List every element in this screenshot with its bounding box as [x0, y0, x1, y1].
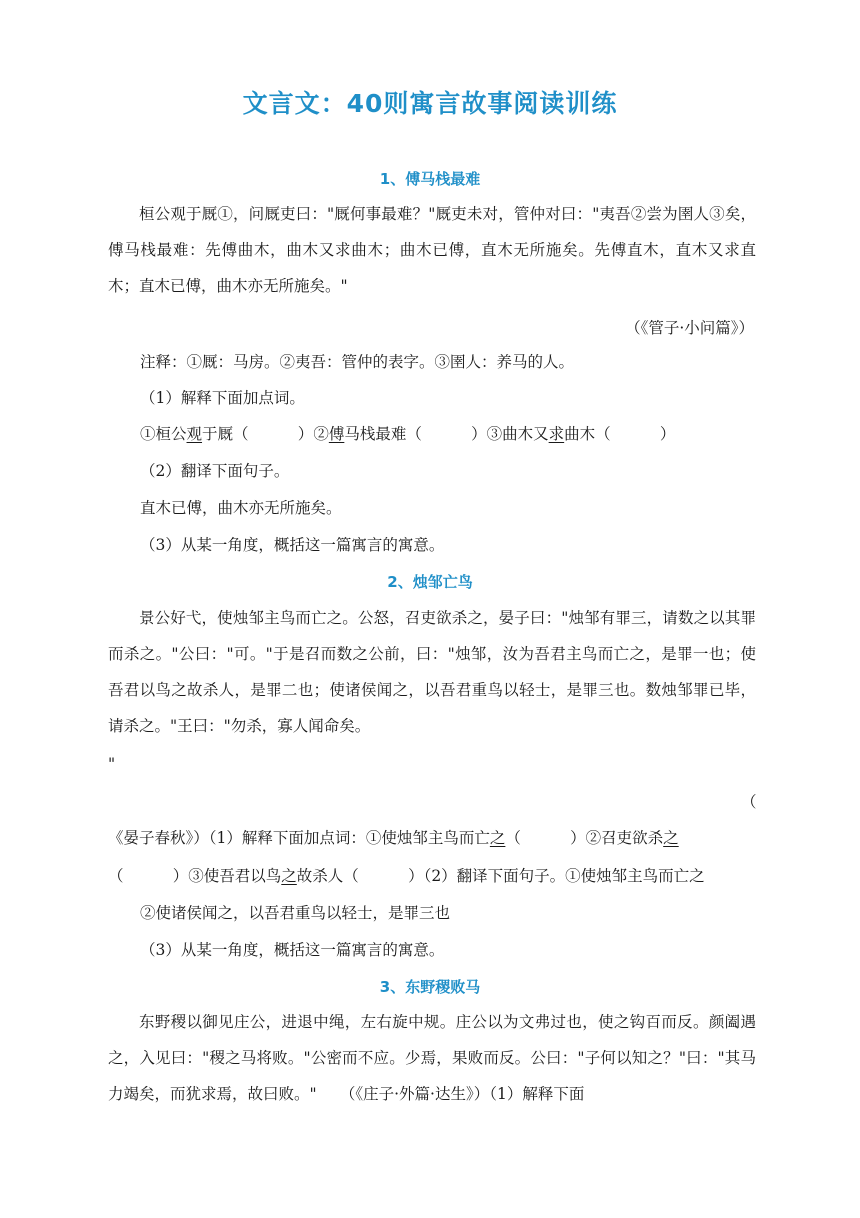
section-1-heading: 1、傅马栈最难 — [379, 170, 481, 188]
section-2-question-line-c: ②使诸侯闻之，以吾君重鸟以轻士，是罪三也 — [140, 904, 451, 922]
section-1-question-1: （1）解释下面加点词。 — [140, 389, 305, 407]
section-3-heading: 3、东野稷败马 — [379, 978, 481, 996]
item-a-suffix: 于厩（ ） — [202, 425, 314, 443]
section-2-open-paren: （ — [741, 793, 757, 811]
section-1-question-3: （3）从某一角度，概括这一篇寓言的寓意。 — [140, 536, 445, 554]
line-b-suffix: 故杀人（ ）（2）翻译下面句子。①使烛邹主鸟而亡之 — [296, 867, 705, 885]
line-b-dotted-word: 之 — [281, 867, 297, 885]
section-1-notes: 注释：①厩：马房。②夷吾：管仲的表字。③圉人：养马的人。 — [140, 353, 575, 371]
line-a-text: 《晏子春秋》）（1）解释下面加点词：①使烛邹主鸟而亡 — [108, 829, 490, 847]
document-title: 文言文：40则寓言故事阅读训练 — [242, 89, 618, 118]
line-a-dotted-word-1: 之 — [489, 829, 506, 847]
section-2-question-3: （3）从某一角度，概括这一篇寓言的寓意。 — [140, 941, 445, 959]
item-c-prefix: ③曲木又 — [486, 425, 549, 443]
item-c-suffix: 曲木（ ） — [564, 425, 676, 443]
line-b-prefix: （ ）③使吾君以鸟 — [108, 867, 282, 885]
section-1-source: （《管子·小问篇》） — [625, 319, 754, 337]
section-2-question-line-a — [108, 826, 679, 850]
item-b-suffix: 马栈最难（ ） — [344, 425, 487, 443]
line-a-dotted-word-2: 之 — [663, 829, 679, 847]
item-a-dotted-word: 观 — [186, 425, 203, 443]
section-1-question-2-sentence: 直木已傅，曲木亦无所施矣。 — [140, 499, 342, 517]
section-2-paragraph: 景公好弋，使烛邹主鸟而亡之。公怒，召吏欲杀之，晏子曰："烛邹有罪三，请数之以其罪而杀之。"公曰："可。"于是召而数之公前，曰："烛邹，汝为吾君主鸟而亡之，是罪一也；使吾君以鸟之故杀人，是罪二也；使诸侯闻之，以吾君重鸟以轻士，是罪三也。数烛邹罪已毕，请杀之。"王曰："勿杀，寡人闻命矣。 — [108, 609, 756, 735]
section-2-quote-mark: " — [108, 755, 116, 773]
item-c-dotted-word: 求 — [548, 425, 565, 443]
line-a-middle: （ ）②召吏欲杀 — [505, 829, 664, 847]
section-2-heading: 2、烛邹亡鸟 — [387, 573, 473, 591]
item-a-prefix: ①桓公 — [140, 425, 187, 443]
section-1-paragraph: 桓公观于厩①，问厩吏曰："厩何事最难？"厩吏未对，管仲对曰："夷吾②尝为圉人③矣，傅马栈最难：先傅曲木，曲木又求曲木；曲木已傅，直木无所施矣。先傅直木，直木又求直木；直木已傅，曲木亦无所施矣。" — [108, 205, 756, 295]
item-b-prefix: ② — [313, 425, 329, 443]
section-2-question-line-b — [108, 864, 705, 888]
section-1-question-2: （2）翻译下面句子。 — [140, 462, 290, 480]
item-b-dotted-word: 傅 — [328, 425, 345, 443]
section-3-paragraph: 东野稷以御见庄公，进退中绳，左右旋中规。庄公以为文弗过也，使之钩百而反。颜阖遇之，入见曰："稷之马将败。"公密而不应。少焉，果败而反。公曰："子何以知之？"曰："其马力竭矣，而犹求焉，故曰败。" （《庄子·外篇·达生》）（1）解释下面 — [108, 1013, 756, 1103]
section-1-question-1-items — [140, 422, 675, 446]
